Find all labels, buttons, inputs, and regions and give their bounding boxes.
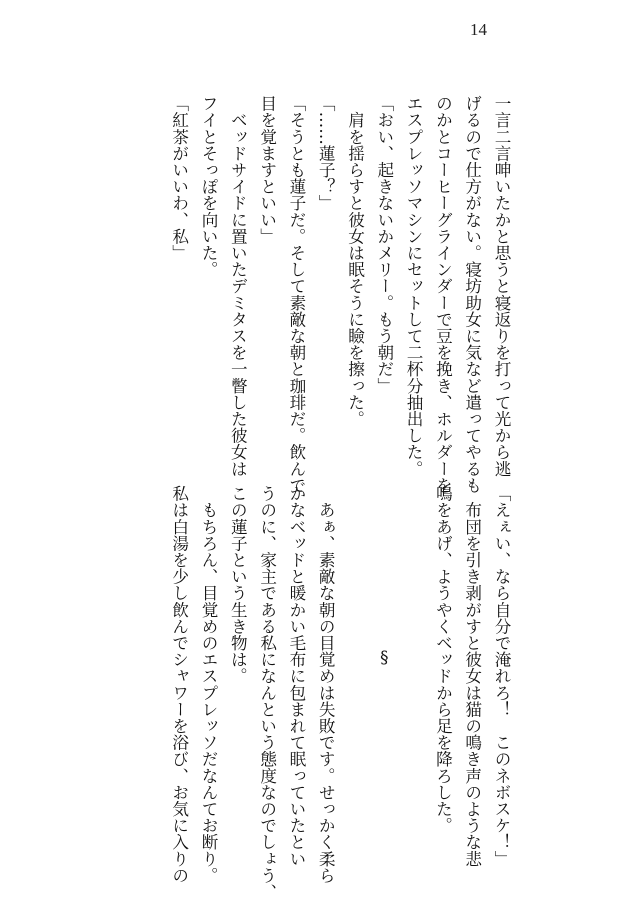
text-line: げるので仕方がない。寝坊助女に気など遣ってやるも: [462, 95, 482, 494]
blank-line: [399, 485, 428, 845]
section-break-mark: §: [374, 648, 394, 667]
text-line: 「えぇい、なら自分で淹れろ！ このネボスケ！」: [492, 485, 511, 867]
text-line: 「……蓮子？」: [316, 95, 336, 212]
text-line: ベッドサイドに置いたデミタスを一瞥した彼女は: [228, 95, 248, 477]
text-line: 布団を引き剥がすと彼女は猫の鳴き声のような悲: [462, 485, 482, 867]
text-line: 鳴をあげ、ようやくベッドから足を降ろした。: [433, 485, 453, 834]
text-line: のかとコーヒーグラインダーで豆を挽き、ホルダーを: [433, 95, 453, 494]
text-line: うのに、家主である私になんという態度なのでしょう、: [257, 485, 277, 900]
lower-text-block: [164, 485, 516, 900]
text-line: かなベッドと暖かい毛布に包まれて眠っていたとい: [286, 485, 306, 867]
text-line: 私は白湯を少し飲んでシャワーを浴び、お気に入りの: [169, 485, 189, 884]
text-line: 肩を揺らすと彼女は眠そうに瞼を擦った。: [345, 95, 365, 427]
text-line: 目を覚ますといい」: [257, 95, 277, 245]
text-line: もちろん、目覚めのエスプレッソだなんてお断り。: [199, 485, 219, 884]
upper-text-block: [164, 95, 516, 494]
text-line: フイとそっぽを向いた。: [199, 95, 219, 278]
text-line: エスプレッソマシンにセットして二杯分抽出した。: [404, 95, 424, 477]
page-number: 14: [470, 20, 487, 39]
text-line: あぁ、素敵な朝の目覚めは失敗です。せっかく柔ら: [316, 485, 336, 884]
text-line: 「そうとも蓮子だ。そして素敵な朝と珈琲だ。飲んで: [286, 95, 306, 494]
text-line: 一言二言呻いたかと思うと寝返りを打って光から逃: [492, 95, 511, 477]
text-line: 「おい、起きないかメリー。もう朝だ」: [374, 95, 394, 394]
text-line: 「紅茶がいいわ、私」: [169, 95, 189, 261]
blank-line: [340, 485, 369, 845]
text-line: この蓮子という生き物は。: [228, 485, 248, 685]
